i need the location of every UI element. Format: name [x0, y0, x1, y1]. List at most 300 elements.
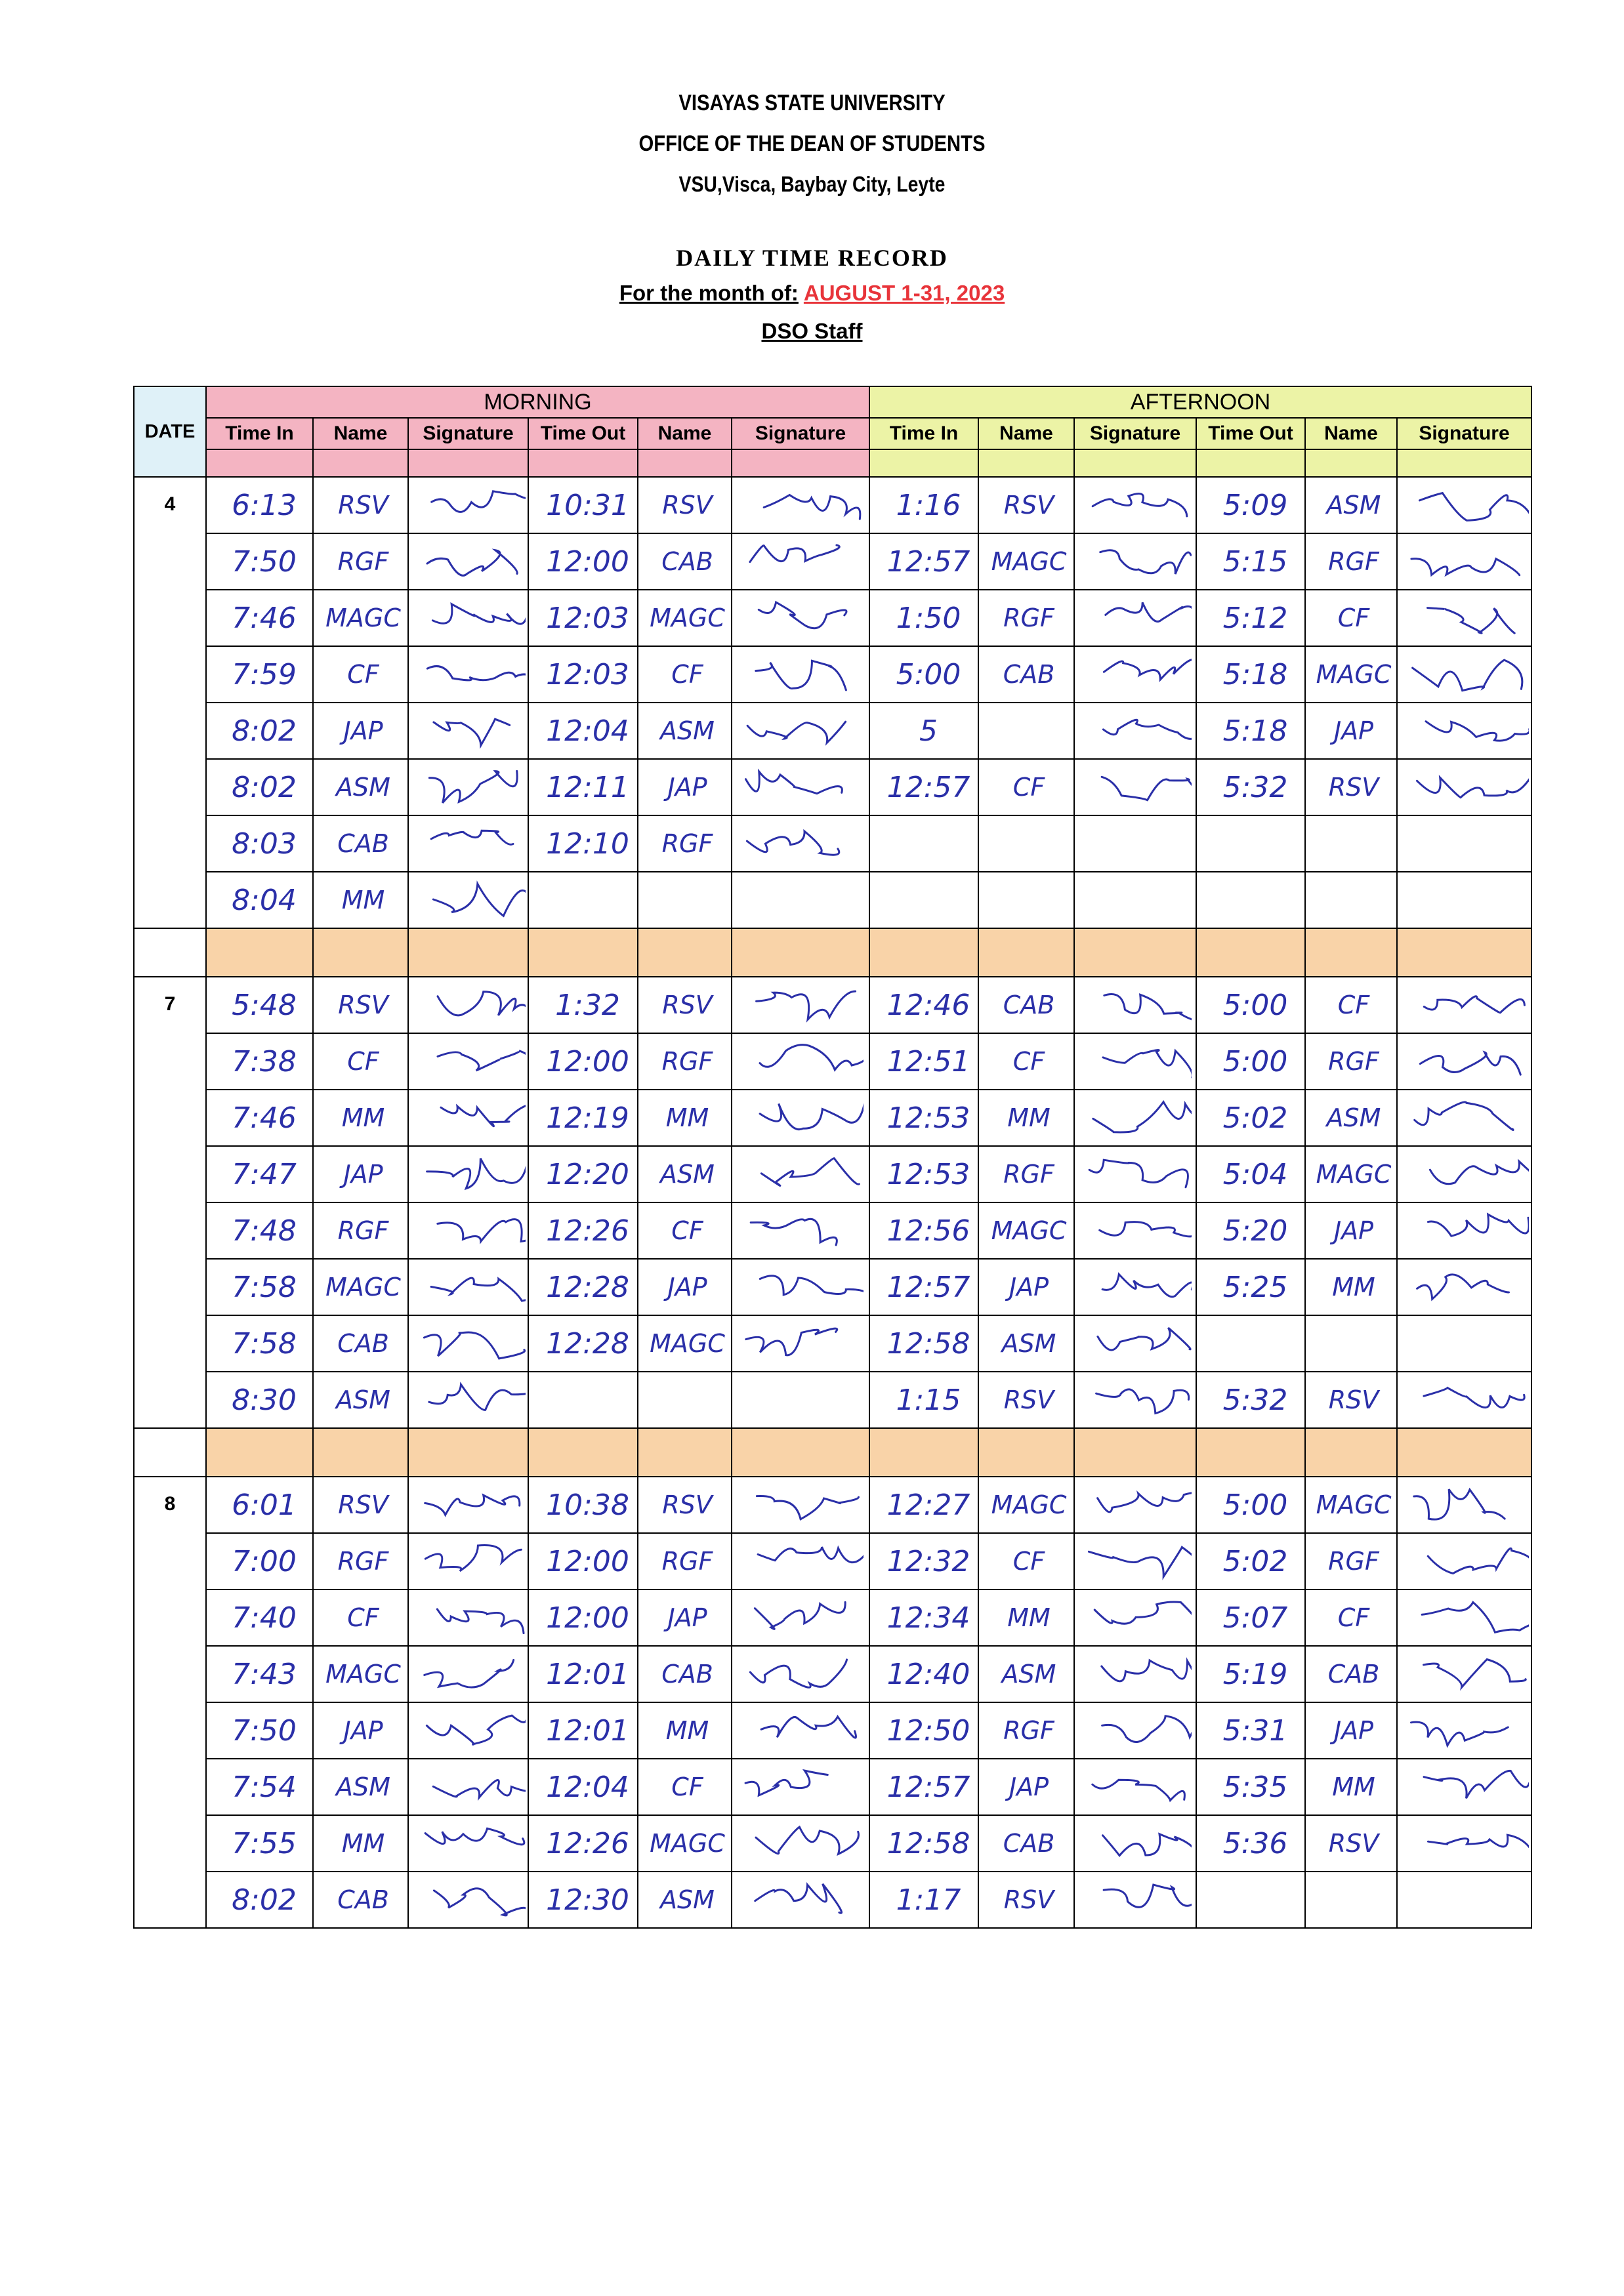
signature-scribble-icon	[409, 1317, 526, 1370]
am-in-name-cell: CAB	[313, 815, 408, 872]
am-out-signature-cell	[732, 1646, 869, 1702]
am-time-in-cell: 6:13	[206, 477, 313, 533]
header-spacer	[869, 449, 978, 477]
pm-time-in-cell: 1:17	[869, 1872, 978, 1928]
header-spacer	[732, 449, 869, 477]
am-time-in-cell: 7:47	[206, 1146, 313, 1202]
am-out-name-cell: CF	[638, 646, 732, 703]
am-in-name-cell: JAP	[313, 1702, 408, 1759]
date-separator-row	[134, 928, 1531, 977]
signature-scribble-icon	[1398, 705, 1529, 757]
pm-time-in-cell: 12:57	[869, 1759, 978, 1815]
pm-out-name-cell	[1305, 872, 1397, 928]
table-row	[134, 1477, 1531, 1533]
am-time-out-cell: 10:31	[528, 477, 638, 533]
signature-scribble-icon	[1075, 1092, 1192, 1144]
date-separator-row	[134, 1428, 1531, 1477]
pm-out-signature-cell	[1397, 1315, 1531, 1372]
am-out-name-cell: CAB	[638, 533, 732, 590]
am-out-signature-cell	[732, 1090, 869, 1146]
signature-scribble-icon	[1398, 1479, 1529, 1531]
signature-scribble-icon	[409, 1817, 526, 1870]
pm-out-name-cell: ASM	[1305, 1090, 1397, 1146]
pm-out-signature-cell	[1397, 1146, 1531, 1202]
am-in-name-cell: RSV	[313, 977, 408, 1033]
pm-out-signature-cell	[1397, 1759, 1531, 1815]
col-header-am-out-name: Name	[638, 418, 732, 449]
signature-scribble-icon	[409, 979, 526, 1031]
pm-out-name-cell: JAP	[1305, 1202, 1397, 1259]
am-time-in-cell: 7:59	[206, 646, 313, 703]
pm-in-name-cell: RGF	[978, 1146, 1074, 1202]
pm-time-out-cell: 5:00	[1196, 1477, 1305, 1533]
header-spacer	[206, 449, 313, 477]
pm-in-signature-cell	[1074, 646, 1196, 703]
header-spacer	[313, 449, 408, 477]
pm-out-name-cell: CAB	[1305, 1646, 1397, 1702]
table-row	[134, 977, 1531, 1033]
am-in-signature-cell	[408, 1477, 528, 1533]
am-in-name-cell: RGF	[313, 1202, 408, 1259]
signature-scribble-icon	[1398, 648, 1529, 701]
col-header-am-out-signature: Signature	[732, 418, 869, 449]
signature-scribble-icon	[732, 1535, 864, 1588]
signature-scribble-icon	[409, 592, 526, 644]
pm-in-name-cell: JAP	[978, 1259, 1074, 1315]
pm-out-signature-cell	[1397, 703, 1531, 759]
am-in-signature-cell	[408, 1646, 528, 1702]
col-header-pm-time-out: Time Out	[1196, 418, 1305, 449]
pm-time-out-cell	[1196, 815, 1305, 872]
header-spacer	[408, 449, 528, 477]
am-out-signature-cell	[732, 1202, 869, 1259]
am-in-name-cell: JAP	[313, 1146, 408, 1202]
signature-scribble-icon	[1075, 1648, 1192, 1700]
pm-out-name-cell: RGF	[1305, 533, 1397, 590]
am-in-name-cell: JAP	[313, 703, 408, 759]
pm-out-signature-cell	[1397, 759, 1531, 815]
col-header-pm-out-name: Name	[1305, 418, 1397, 449]
am-time-out-cell: 1:32	[528, 977, 638, 1033]
pm-out-name-cell: JAP	[1305, 1702, 1397, 1759]
am-in-name-cell: MAGC	[313, 590, 408, 646]
signature-scribble-icon	[1398, 479, 1529, 531]
am-out-name-cell: MAGC	[638, 1315, 732, 1372]
pm-time-in-cell	[869, 815, 978, 872]
table-row	[134, 1315, 1531, 1372]
am-time-in-cell: 7:58	[206, 1315, 313, 1372]
am-out-signature-cell	[732, 1759, 869, 1815]
pm-time-in-cell: 12:57	[869, 533, 978, 590]
signature-scribble-icon	[409, 1148, 526, 1200]
pm-time-out-cell: 5:19	[1196, 1646, 1305, 1702]
pm-out-name-cell: MM	[1305, 1759, 1397, 1815]
am-in-name-cell: MAGC	[313, 1646, 408, 1702]
table-row	[134, 1815, 1531, 1872]
pm-time-in-cell: 12:40	[869, 1646, 978, 1702]
signature-scribble-icon	[732, 1317, 864, 1370]
am-out-signature-cell	[732, 977, 869, 1033]
am-time-in-cell: 7:50	[206, 533, 313, 590]
am-in-signature-cell	[408, 646, 528, 703]
pm-in-signature-cell	[1074, 1533, 1196, 1589]
pm-time-out-cell	[1196, 872, 1305, 928]
separator-cell	[1074, 1428, 1196, 1477]
am-out-signature-cell	[732, 590, 869, 646]
pm-in-signature-cell	[1074, 1872, 1196, 1928]
am-in-signature-cell	[408, 477, 528, 533]
am-in-signature-cell	[408, 1533, 528, 1589]
signature-scribble-icon	[1398, 535, 1529, 588]
am-out-name-cell: ASM	[638, 703, 732, 759]
am-out-signature-cell	[732, 1872, 869, 1928]
am-in-signature-cell	[408, 1033, 528, 1090]
pm-out-signature-cell	[1397, 1090, 1531, 1146]
signature-scribble-icon	[732, 817, 864, 870]
separator-cell	[408, 928, 528, 977]
signature-scribble-icon	[1075, 979, 1192, 1031]
signature-scribble-icon	[409, 1479, 526, 1531]
pm-out-signature-cell	[1397, 533, 1531, 590]
pm-in-signature-cell	[1074, 815, 1196, 872]
table-row	[134, 1646, 1531, 1702]
date-cell: 4	[134, 477, 206, 928]
signature-scribble-icon	[732, 1035, 864, 1088]
separator-cell	[732, 928, 869, 977]
separator-cell	[134, 928, 206, 977]
pm-in-name-cell: RGF	[978, 590, 1074, 646]
pm-out-signature-cell	[1397, 1259, 1531, 1315]
header-spacer	[1397, 449, 1531, 477]
am-in-signature-cell	[408, 1315, 528, 1372]
am-out-name-cell: CF	[638, 1202, 732, 1259]
signature-scribble-icon	[1398, 761, 1529, 813]
am-out-name-cell	[638, 872, 732, 928]
am-out-name-cell: RGF	[638, 1533, 732, 1589]
signature-scribble-icon	[1075, 1535, 1192, 1588]
pm-out-signature-cell	[1397, 977, 1531, 1033]
am-time-out-cell: 12:26	[528, 1202, 638, 1259]
am-in-signature-cell	[408, 1702, 528, 1759]
am-time-in-cell: 5:48	[206, 977, 313, 1033]
pm-out-signature-cell	[1397, 1815, 1531, 1872]
separator-cell	[1397, 928, 1531, 977]
separator-cell	[869, 928, 978, 977]
signature-scribble-icon	[409, 1092, 526, 1144]
separator-cell	[732, 1428, 869, 1477]
pm-out-name-cell: CF	[1305, 1589, 1397, 1646]
pm-time-in-cell: 1:15	[869, 1372, 978, 1428]
pm-in-signature-cell	[1074, 1815, 1196, 1872]
pm-out-signature-cell	[1397, 646, 1531, 703]
am-time-in-cell: 6:01	[206, 1477, 313, 1533]
pm-in-signature-cell	[1074, 477, 1196, 533]
col-header-pm-out-signature: Signature	[1397, 418, 1531, 449]
month-value: AUGUST 1-31, 2023	[803, 281, 1005, 305]
table-row	[134, 815, 1531, 872]
signature-scribble-icon	[732, 705, 864, 757]
signature-scribble-icon	[409, 535, 526, 588]
signature-scribble-icon	[1075, 592, 1192, 644]
signature-scribble-icon	[1075, 761, 1192, 813]
am-time-out-cell	[528, 872, 638, 928]
am-in-signature-cell	[408, 1202, 528, 1259]
signature-scribble-icon	[732, 1704, 864, 1757]
separator-cell	[638, 1428, 732, 1477]
col-header-pm-in-signature: Signature	[1074, 418, 1196, 449]
pm-out-name-cell: RGF	[1305, 1033, 1397, 1090]
table-row	[134, 872, 1531, 928]
signature-scribble-icon	[1075, 1148, 1192, 1200]
separator-cell	[134, 1428, 206, 1477]
pm-out-name-cell: RSV	[1305, 759, 1397, 815]
pm-out-signature-cell	[1397, 872, 1531, 928]
am-in-name-cell: ASM	[313, 1759, 408, 1815]
am-out-signature-cell	[732, 815, 869, 872]
pm-time-in-cell: 12:46	[869, 977, 978, 1033]
date-cell: 8	[134, 1477, 206, 1928]
signature-scribble-icon	[732, 1874, 864, 1926]
pm-out-name-cell: MAGC	[1305, 1146, 1397, 1202]
table-row	[134, 703, 1531, 759]
pm-in-name-cell	[978, 703, 1074, 759]
signature-scribble-icon	[732, 479, 864, 531]
am-time-out-cell: 12:11	[528, 759, 638, 815]
signature-scribble-icon	[732, 1591, 864, 1644]
am-time-in-cell: 7:54	[206, 1759, 313, 1815]
am-in-signature-cell	[408, 759, 528, 815]
header-spacer	[978, 449, 1074, 477]
am-in-signature-cell	[408, 1372, 528, 1428]
am-time-in-cell: 7:40	[206, 1589, 313, 1646]
pm-in-signature-cell	[1074, 1646, 1196, 1702]
am-in-signature-cell	[408, 1090, 528, 1146]
col-header-am-in-signature: Signature	[408, 418, 528, 449]
am-time-out-cell: 12:19	[528, 1090, 638, 1146]
am-in-signature-cell	[408, 1146, 528, 1202]
pm-time-in-cell: 12:32	[869, 1533, 978, 1589]
am-out-name-cell: MM	[638, 1702, 732, 1759]
pm-in-signature-cell	[1074, 1315, 1196, 1372]
pm-time-out-cell: 5:02	[1196, 1090, 1305, 1146]
am-out-name-cell: RSV	[638, 477, 732, 533]
month-label: For the month of:	[619, 281, 799, 305]
signature-scribble-icon	[732, 1479, 864, 1531]
table-row	[134, 1702, 1531, 1759]
pm-in-name-cell: CAB	[978, 977, 1074, 1033]
pm-time-in-cell: 1:16	[869, 477, 978, 533]
separator-cell	[313, 928, 408, 977]
am-time-out-cell: 12:20	[528, 1146, 638, 1202]
pm-time-out-cell: 5:09	[1196, 477, 1305, 533]
pm-in-name-cell: RSV	[978, 477, 1074, 533]
am-in-name-cell: MM	[313, 1090, 408, 1146]
signature-scribble-icon	[1075, 1761, 1192, 1813]
am-out-name-cell: JAP	[638, 759, 732, 815]
pm-in-name-cell	[978, 872, 1074, 928]
signature-scribble-icon	[732, 1204, 864, 1257]
am-time-in-cell: 7:43	[206, 1646, 313, 1702]
am-time-out-cell: 12:01	[528, 1646, 638, 1702]
pm-out-signature-cell	[1397, 1477, 1531, 1533]
am-time-out-cell: 10:38	[528, 1477, 638, 1533]
pm-in-signature-cell	[1074, 1477, 1196, 1533]
signature-scribble-icon	[1075, 1204, 1192, 1257]
pm-out-signature-cell	[1397, 1033, 1531, 1090]
pm-time-out-cell: 5:07	[1196, 1589, 1305, 1646]
am-out-signature-cell	[732, 1259, 869, 1315]
signature-scribble-icon	[732, 1148, 864, 1200]
pm-time-out-cell: 5:18	[1196, 703, 1305, 759]
table-row	[134, 1033, 1531, 1090]
signature-scribble-icon	[732, 592, 864, 644]
pm-time-in-cell: 12:57	[869, 759, 978, 815]
am-in-signature-cell	[408, 533, 528, 590]
separator-cell	[206, 928, 313, 977]
signature-scribble-icon	[1398, 1648, 1529, 1700]
pm-in-signature-cell	[1074, 759, 1196, 815]
am-out-name-cell: RGF	[638, 815, 732, 872]
pm-time-in-cell	[869, 872, 978, 928]
staff-label: DSO Staff	[761, 319, 863, 343]
pm-out-signature-cell	[1397, 1533, 1531, 1589]
table-row	[134, 759, 1531, 815]
pm-out-name-cell: RGF	[1305, 1533, 1397, 1589]
am-time-out-cell: 12:03	[528, 646, 638, 703]
pm-in-signature-cell	[1074, 872, 1196, 928]
signature-scribble-icon	[1398, 592, 1529, 644]
pm-out-signature-cell	[1397, 815, 1531, 872]
separator-cell	[978, 928, 1074, 977]
am-time-out-cell: 12:00	[528, 1533, 638, 1589]
signature-scribble-icon	[1075, 1479, 1192, 1531]
am-out-signature-cell	[732, 1702, 869, 1759]
am-out-name-cell: CF	[638, 1759, 732, 1815]
pm-time-in-cell: 12:53	[869, 1146, 978, 1202]
pm-out-signature-cell	[1397, 477, 1531, 533]
signature-scribble-icon	[409, 705, 526, 757]
separator-cell	[638, 928, 732, 977]
pm-time-in-cell: 12:27	[869, 1477, 978, 1533]
signature-scribble-icon	[409, 1204, 526, 1257]
col-header-am-in-name: Name	[313, 418, 408, 449]
am-in-signature-cell	[408, 1815, 528, 1872]
col-header-pm-in-name: Name	[978, 418, 1074, 449]
am-in-name-cell: CF	[313, 1033, 408, 1090]
signature-scribble-icon	[409, 1648, 526, 1700]
separator-cell	[1196, 1428, 1305, 1477]
signature-scribble-icon	[1398, 1035, 1529, 1088]
signature-scribble-icon	[732, 979, 864, 1031]
am-time-in-cell: 7:55	[206, 1815, 313, 1872]
am-time-in-cell: 8:03	[206, 815, 313, 872]
am-out-signature-cell	[732, 533, 869, 590]
am-out-name-cell: JAP	[638, 1589, 732, 1646]
am-in-signature-cell	[408, 1759, 528, 1815]
am-in-name-cell: ASM	[313, 1372, 408, 1428]
signature-scribble-icon	[1398, 1261, 1529, 1313]
pm-in-signature-cell	[1074, 1589, 1196, 1646]
time-record-body	[134, 477, 1531, 1928]
pm-out-name-cell	[1305, 1872, 1397, 1928]
pm-time-in-cell: 12:56	[869, 1202, 978, 1259]
am-time-out-cell: 12:00	[528, 533, 638, 590]
signature-scribble-icon	[409, 874, 526, 926]
signature-scribble-icon	[409, 817, 526, 870]
table-row	[134, 1589, 1531, 1646]
separator-cell	[528, 928, 638, 977]
am-in-name-cell: RSV	[313, 477, 408, 533]
am-in-signature-cell	[408, 703, 528, 759]
separator-cell	[869, 1428, 978, 1477]
signature-scribble-icon	[1398, 1591, 1529, 1644]
am-in-signature-cell	[408, 815, 528, 872]
am-out-name-cell: RSV	[638, 977, 732, 1033]
pm-in-name-cell: JAP	[978, 1759, 1074, 1815]
signature-scribble-icon	[409, 1374, 526, 1426]
pm-out-name-cell: CF	[1305, 590, 1397, 646]
pm-time-in-cell: 1:50	[869, 590, 978, 646]
pm-in-name-cell: MM	[978, 1589, 1074, 1646]
am-out-signature-cell	[732, 1589, 869, 1646]
pm-in-signature-cell	[1074, 590, 1196, 646]
pm-time-in-cell: 12:58	[869, 1815, 978, 1872]
pm-time-out-cell: 5:32	[1196, 1372, 1305, 1428]
am-in-name-cell: RGF	[313, 533, 408, 590]
header-spacer	[638, 449, 732, 477]
table-row	[134, 590, 1531, 646]
signature-scribble-icon	[1075, 1874, 1192, 1926]
pm-in-signature-cell	[1074, 1259, 1196, 1315]
pm-time-out-cell: 5:31	[1196, 1702, 1305, 1759]
header-spacer	[1074, 449, 1196, 477]
signature-scribble-icon	[1075, 1374, 1192, 1426]
pm-out-signature-cell	[1397, 1872, 1531, 1928]
header-spacer	[528, 449, 638, 477]
am-in-name-cell: RGF	[313, 1533, 408, 1589]
pm-in-signature-cell	[1074, 1090, 1196, 1146]
signature-scribble-icon	[732, 648, 864, 701]
am-time-out-cell: 12:03	[528, 590, 638, 646]
am-time-out-cell: 12:28	[528, 1259, 638, 1315]
pm-in-name-cell: RGF	[978, 1702, 1074, 1759]
am-in-signature-cell	[408, 590, 528, 646]
table-row	[134, 1202, 1531, 1259]
am-in-signature-cell	[408, 1589, 528, 1646]
col-header-am-time-out: Time Out	[528, 418, 638, 449]
am-in-name-cell: CF	[313, 646, 408, 703]
separator-cell	[206, 1428, 313, 1477]
pm-out-signature-cell	[1397, 1589, 1531, 1646]
signature-scribble-icon	[732, 1817, 864, 1870]
am-out-signature-cell	[732, 1033, 869, 1090]
pm-time-out-cell: 5:04	[1196, 1146, 1305, 1202]
am-out-signature-cell	[732, 646, 869, 703]
pm-out-signature-cell	[1397, 1702, 1531, 1759]
signature-scribble-icon	[1398, 1092, 1529, 1144]
pm-in-signature-cell	[1074, 1702, 1196, 1759]
am-out-signature-cell	[732, 1146, 869, 1202]
pm-time-out-cell: 5:12	[1196, 590, 1305, 646]
am-out-signature-cell	[732, 872, 869, 928]
pm-out-name-cell	[1305, 1315, 1397, 1372]
pm-time-out-cell: 5:25	[1196, 1259, 1305, 1315]
table-row	[134, 1090, 1531, 1146]
am-time-in-cell: 7:38	[206, 1033, 313, 1090]
am-out-signature-cell	[732, 759, 869, 815]
am-in-signature-cell	[408, 1259, 528, 1315]
pm-in-signature-cell	[1074, 703, 1196, 759]
